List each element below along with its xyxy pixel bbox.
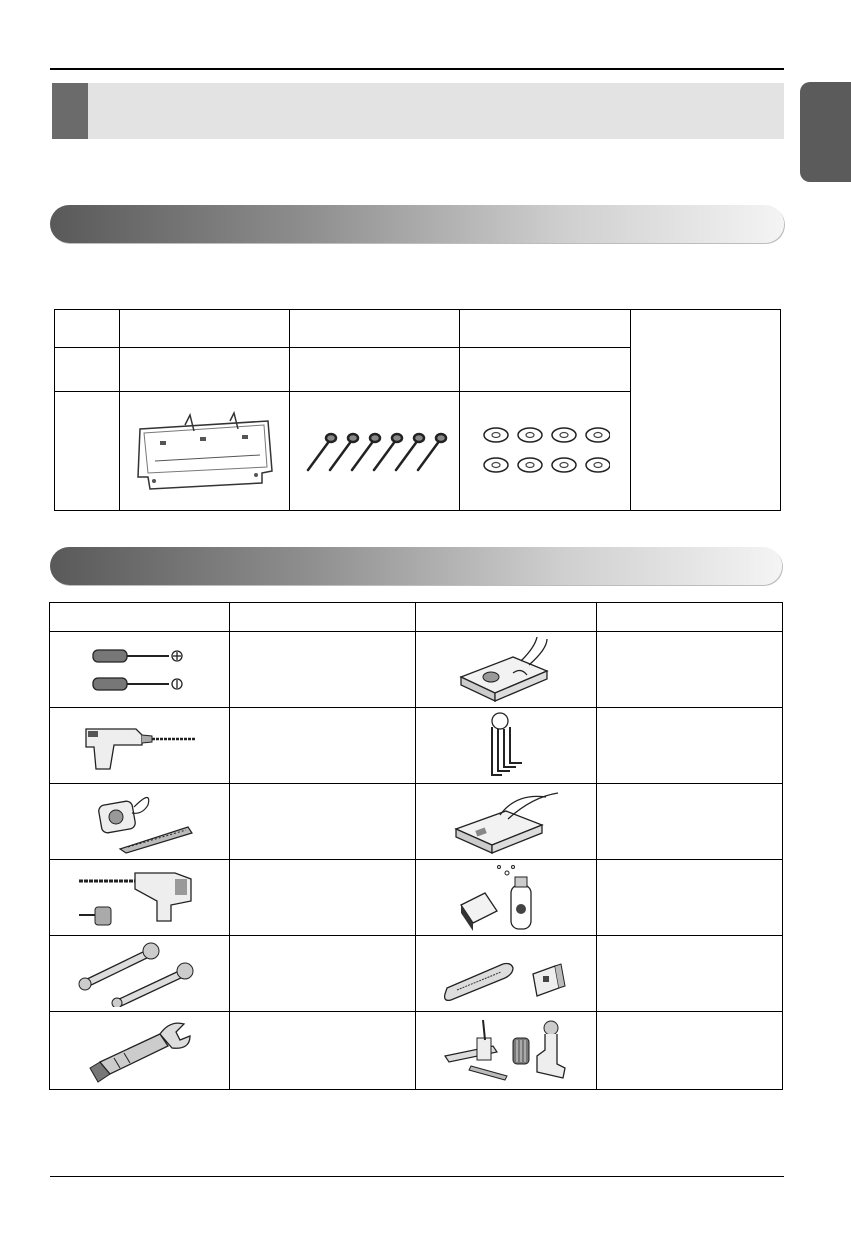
multimeter-icon — [446, 789, 566, 855]
tool-name-cell — [597, 708, 783, 784]
thermometer-level-icon — [441, 944, 571, 1004]
table-row — [50, 1012, 783, 1090]
illustration-cell — [416, 1012, 597, 1090]
tool-name-cell — [597, 784, 783, 860]
spanners-icon — [75, 941, 205, 1007]
header-cell — [50, 603, 230, 632]
header-cell — [55, 310, 120, 348]
tool-name-cell — [230, 784, 416, 860]
row-label-cell — [55, 348, 120, 392]
electric-drill-icon — [80, 719, 200, 773]
header-cell — [597, 603, 783, 632]
table-row — [50, 708, 783, 784]
table-row — [50, 784, 783, 860]
section-heading-label — [50, 547, 782, 567]
tool-name-cell — [230, 708, 416, 784]
bottom-rule — [50, 1176, 784, 1177]
illustration-cell — [416, 632, 597, 708]
accessories-table — [54, 309, 781, 511]
page-title-marker — [52, 83, 88, 139]
table-row — [50, 632, 783, 708]
hexagon-wrench-icon — [476, 711, 536, 781]
illustration-cell — [290, 392, 460, 511]
gas-leak-detector-icon — [451, 863, 561, 933]
washers-icon — [480, 421, 610, 481]
top-rule — [50, 68, 784, 70]
row-label-cell — [55, 392, 120, 511]
illustration-cell — [50, 860, 230, 936]
tool-name-cell — [597, 632, 783, 708]
name-cell — [290, 348, 460, 392]
name-cell — [120, 348, 290, 392]
tool-name-cell — [597, 860, 783, 936]
ammeter-icon — [451, 637, 561, 703]
header-cell — [290, 310, 460, 348]
header-cell — [460, 310, 631, 348]
tool-name-cell — [230, 936, 416, 1012]
installation-plate-icon — [130, 411, 280, 491]
illustration-cell — [460, 392, 631, 511]
header-cell — [230, 603, 416, 632]
tool-name-cell — [230, 860, 416, 936]
illustration-cell — [416, 708, 597, 784]
illustration-cell — [50, 632, 230, 708]
tool-name-cell — [230, 632, 416, 708]
tools-table — [49, 602, 783, 1090]
illustration-cell — [50, 708, 230, 784]
header-cell-merged — [631, 310, 781, 511]
illustration-cell — [416, 936, 597, 1012]
section-heading-tools — [50, 547, 782, 585]
tool-name-cell — [230, 1012, 416, 1090]
header-cell — [416, 603, 597, 632]
torque-wrench-icon — [80, 1018, 200, 1084]
language-side-tab[interactable] — [800, 82, 851, 182]
screws-icon — [300, 426, 450, 476]
illustration-cell — [120, 392, 290, 511]
page-title-bar — [52, 83, 784, 139]
header-cell — [120, 310, 290, 348]
illustration-cell — [50, 784, 230, 860]
section-heading-accessories — [50, 205, 784, 243]
flaring-tool-set-icon — [441, 1016, 571, 1086]
tool-name-cell — [597, 1012, 783, 1090]
tool-name-cell — [597, 936, 783, 1012]
measuring-tape-icon — [80, 789, 200, 855]
illustration-cell — [50, 1012, 230, 1090]
illustration-cell — [416, 860, 597, 936]
illustration-cell — [50, 936, 230, 1012]
table-row — [50, 860, 783, 936]
screwdrivers-icon — [85, 640, 195, 700]
table-row — [50, 936, 783, 1012]
section-heading-label — [50, 205, 784, 225]
illustration-cell — [416, 784, 597, 860]
hole-core-drill-icon — [75, 865, 205, 931]
name-cell — [460, 348, 631, 392]
